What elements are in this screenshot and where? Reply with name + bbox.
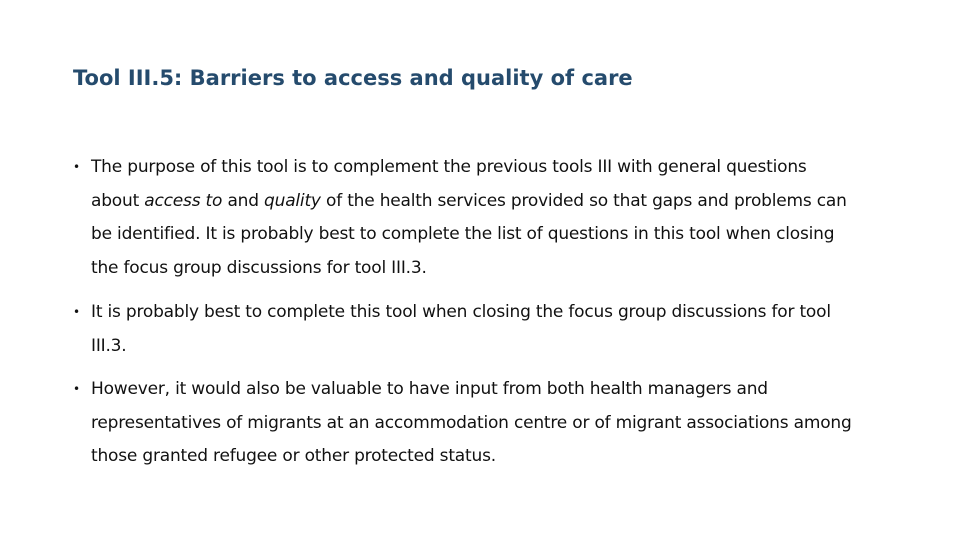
bullet-icon: •	[73, 160, 81, 174]
text-line	[91, 185, 847, 219]
bullet-purpose	[73, 151, 847, 285]
bullet-icon: •	[73, 305, 81, 319]
text-line: those granted refugee or other protected status.	[91, 446, 496, 466]
text-line: representatives of migrants at an accommodation centre or of migrant associations among	[91, 412, 852, 433]
italic-segment: quality	[264, 190, 321, 211]
text-line: the focus group discussions for tool III.3.	[91, 257, 427, 278]
bullet-input	[73, 373, 852, 474]
text-line: III.3.	[91, 335, 127, 356]
text-line: It is probably best to complete this tool when closing the focus group discussions for tool	[91, 302, 831, 322]
italic-segment: access to	[144, 190, 223, 211]
bullet-timing	[73, 296, 831, 363]
text-segment: about	[91, 190, 145, 211]
text-segment: of the health services provided so that gaps and problems can	[320, 190, 847, 211]
slide-title: Tool III.5: Barriers to access and quality of care	[73, 66, 633, 90]
text-segment: and	[222, 190, 265, 211]
bullet-icon: •	[73, 382, 81, 396]
text-line: The purpose of this tool is to complement the previous tools III with general questions	[91, 157, 807, 177]
text-line: be identified. It is probably best to complete the list of questions in this tool when closing	[91, 224, 835, 244]
text-line: However, it would also be valuable to have input from both health managers and	[91, 379, 768, 399]
